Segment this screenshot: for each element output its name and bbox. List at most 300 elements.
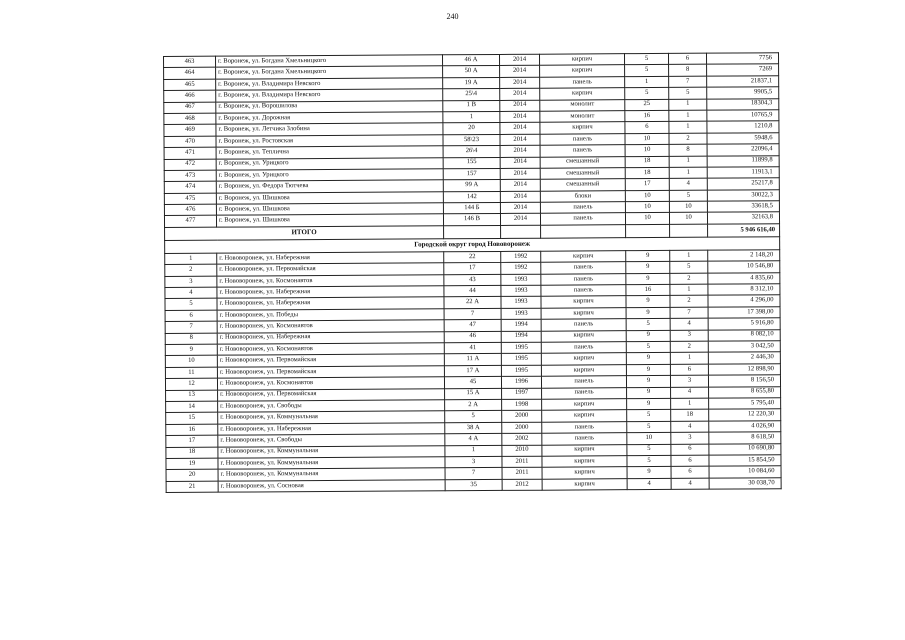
address-cell: г. Нововоронеж, ул. Космонавтов — [217, 320, 444, 333]
address-cell: г. Нововоронеж, ул. Коммунальная — [218, 468, 445, 481]
material-cell: кирпич — [540, 65, 625, 77]
material-cell: кирпич — [541, 307, 626, 319]
entrances-cell: 1 — [671, 398, 709, 410]
row-number: 4 — [165, 287, 217, 299]
row-number: 463 — [164, 56, 216, 68]
row-number: 16 — [166, 424, 218, 436]
total-empty-cell — [626, 224, 670, 237]
area-cell: 5 916,80 — [708, 318, 780, 330]
house-number-cell: 17 А — [444, 365, 501, 377]
area-cell: 2 148,20 — [708, 250, 780, 262]
area-cell: 10 084,60 — [709, 466, 781, 478]
area-cell: 9905,5 — [707, 87, 779, 99]
material-cell: панель — [541, 273, 626, 285]
entrances-cell: 8 — [669, 144, 707, 156]
year-cell: 2014 — [500, 134, 540, 146]
row-number: 472 — [164, 159, 216, 171]
year-cell: 2014 — [500, 88, 540, 100]
floors-cell: 1 — [625, 76, 669, 88]
entrances-cell: 6 — [670, 364, 708, 376]
row-number: 7 — [165, 321, 217, 333]
entrances-cell: 18 — [671, 410, 709, 422]
floors-cell: 6 — [625, 122, 669, 134]
house-number-cell: 146 В — [443, 214, 500, 226]
year-cell: 1994 — [501, 319, 541, 331]
house-number-cell: 46 — [444, 331, 501, 343]
row-number: 5 — [165, 299, 217, 311]
area-cell: 33618,5 — [707, 201, 779, 213]
year-cell: 2014 — [500, 168, 540, 180]
address-cell: г. Нововоронеж, ул. Коммунальная — [218, 411, 445, 424]
entrances-cell: 10 — [669, 201, 707, 213]
year-cell: 2014 — [500, 157, 540, 169]
entrances-cell: 4 — [671, 421, 709, 433]
year-cell: 2010 — [502, 445, 542, 457]
floors-cell: 9 — [626, 273, 670, 285]
year-cell: 1993 — [501, 297, 541, 309]
row-number: 464 — [164, 68, 216, 80]
year-cell: 2011 — [502, 467, 542, 479]
row-number: 475 — [164, 193, 216, 205]
address-cell: г. Нововоронеж, ул. Набережная — [217, 331, 444, 344]
area-cell: 10 690,80 — [709, 443, 781, 455]
address-cell: г. Нововоронеж, ул. Коммунальная — [218, 457, 445, 470]
area-cell: 7756 — [706, 53, 778, 65]
area-cell: 25217,8 — [707, 178, 779, 190]
row-number: 470 — [164, 136, 216, 148]
area-cell: 4 296,00 — [708, 295, 780, 307]
page-number: 240 — [446, 12, 459, 21]
year-cell: 2014 — [500, 191, 540, 203]
address-cell: г. Нововоронеж, ул. Набережная — [217, 252, 444, 265]
material-cell: кирпич — [539, 54, 624, 66]
entrances-cell: 1 — [669, 167, 707, 179]
floors-cell: 9 — [626, 330, 670, 342]
floors-cell: 18 — [625, 167, 669, 179]
entrances-cell: 6 — [671, 455, 709, 467]
house-number-cell: 19 А — [443, 77, 500, 89]
row-number: 473 — [164, 170, 216, 182]
floors-cell: 9 — [626, 353, 670, 365]
year-cell: 1993 — [501, 308, 541, 320]
material-cell: кирпич — [541, 364, 626, 376]
material-cell: панель — [541, 319, 626, 331]
area-cell: 8 655,80 — [709, 386, 781, 398]
section-title: Городской округ город Нововоронеж — [165, 237, 780, 254]
row-number: 467 — [164, 102, 216, 114]
row-number: 469 — [164, 125, 216, 137]
row-number: 17 — [166, 435, 218, 447]
entrances-cell: 4 — [671, 387, 709, 399]
material-cell: панель — [540, 133, 625, 145]
row-number: 471 — [164, 147, 216, 159]
house-number-cell: 142 — [443, 191, 500, 203]
entrances-cell: 6 — [671, 444, 709, 456]
house-number-cell: 50 А — [443, 66, 500, 78]
house-number-cell: 58\23 — [443, 134, 500, 146]
floors-cell: 9 — [627, 398, 671, 410]
address-cell: г. Воронеж, ул. Ворошилова — [216, 100, 443, 113]
year-cell: 2014 — [500, 66, 540, 78]
floors-cell: 25 — [625, 99, 669, 111]
total-empty-cell — [444, 225, 501, 238]
entrances-cell: 10 — [669, 213, 707, 225]
house-number-cell: 7 — [445, 468, 502, 480]
entrances-cell: 5 — [669, 87, 707, 99]
row-number: 18 — [166, 447, 218, 459]
entrances-cell: 1 — [669, 156, 707, 168]
address-cell: г. Воронеж, ул. Урицкого — [216, 169, 443, 182]
floors-cell: 17 — [625, 179, 669, 191]
row-number: 476 — [164, 204, 216, 216]
entrances-cell: 2 — [670, 296, 708, 308]
address-cell: г. Воронеж, ул. Богдана Хмельницкого — [216, 55, 443, 68]
entrances-cell: 4 — [670, 318, 708, 330]
house-number-cell: 22 — [444, 251, 501, 263]
total-section — [165, 224, 780, 254]
floors-cell: 5 — [627, 410, 671, 422]
area-cell: 5 795,40 — [709, 398, 781, 410]
area-cell: 22096,4 — [707, 144, 779, 156]
house-number-cell: 46 А — [442, 54, 499, 66]
row-number: 21 — [166, 481, 218, 493]
year-cell: 1997 — [502, 388, 542, 400]
material-cell: монолит — [540, 111, 625, 123]
year-cell: 2012 — [502, 479, 542, 491]
row-number: 12 — [165, 378, 217, 390]
house-number-cell: 7 — [444, 308, 501, 320]
total-empty-cell — [670, 224, 708, 237]
address-cell: г. Воронеж, ул. Владимира Невского — [216, 89, 443, 102]
area-cell: 8 618,50 — [709, 432, 781, 444]
floors-cell: 9 — [627, 467, 671, 479]
entrances-cell: 6 — [668, 53, 706, 65]
year-cell: 2011 — [502, 456, 542, 468]
novovoronezh-rows — [165, 250, 781, 493]
house-number-cell: 11 А — [444, 354, 501, 366]
row-number: 8 — [165, 333, 217, 345]
material-cell: панель — [541, 285, 626, 297]
row-number: 6 — [165, 310, 217, 322]
address-cell: г. Воронеж, ул. Ростовская — [216, 135, 443, 148]
house-number-cell: 38 А — [445, 422, 502, 434]
floors-cell: 5 — [627, 444, 671, 456]
year-cell: 1998 — [502, 399, 542, 411]
material-cell: кирпич — [540, 88, 625, 100]
year-cell: 2014 — [500, 77, 540, 89]
entrances-cell: 3 — [670, 330, 708, 342]
floors-cell: 5 — [627, 421, 671, 433]
floors-cell: 10 — [625, 201, 669, 213]
area-cell: 11913,1 — [707, 167, 779, 179]
house-number-cell: 1 — [445, 445, 502, 457]
entrances-cell: 2 — [670, 273, 708, 285]
year-cell: 2014 — [500, 123, 540, 135]
address-cell: г. Нововоронеж, ул. Первомайская — [217, 263, 444, 276]
year-cell: 2014 — [500, 111, 540, 123]
material-cell: смешанный — [540, 179, 625, 191]
house-number-cell: 45 — [444, 377, 501, 389]
entrances-cell: 7 — [669, 76, 707, 88]
address-cell: г. Воронеж, ул. Шишкова — [216, 191, 443, 204]
address-cell: г. Воронеж, ул. Дорожная — [216, 112, 443, 125]
material-cell: панель — [540, 213, 625, 225]
row-number: 15 — [166, 413, 218, 425]
house-number-cell: 1 В — [443, 100, 500, 112]
floors-cell: 5 — [624, 53, 668, 65]
floors-cell: 4 — [627, 478, 671, 490]
entrances-cell: 2 — [669, 133, 707, 145]
address-cell: г. Нововоронеж, ул. Первомайская — [217, 354, 444, 367]
material-cell: кирпич — [541, 353, 626, 365]
area-cell: 10 546,80 — [708, 261, 780, 273]
area-cell: 17 398,00 — [708, 307, 780, 319]
area-cell: 7269 — [707, 64, 779, 76]
entrances-cell: 1 — [669, 122, 707, 134]
year-cell: 1992 — [501, 262, 541, 274]
material-cell: блоки — [540, 190, 625, 202]
voronezh-rows — [164, 53, 780, 228]
material-cell: панель — [542, 433, 627, 445]
floors-cell: 10 — [627, 433, 671, 445]
house-number-cell: 22 А — [444, 297, 501, 309]
floors-cell: 9 — [626, 296, 670, 308]
year-cell: 1995 — [501, 365, 541, 377]
entrances-cell: 2 — [670, 341, 708, 353]
entrances-cell: 1 — [669, 110, 707, 122]
address-cell: г. Нововоронеж, ул. Свободы — [218, 400, 445, 413]
material-cell: кирпич — [542, 410, 627, 422]
row-number: 1 — [165, 253, 217, 265]
house-number-cell: 155 — [443, 157, 500, 169]
address-cell: г. Нововоронеж, ул. Первомайская — [217, 366, 444, 379]
area-cell: 8 082,10 — [708, 329, 780, 341]
material-cell: панель — [540, 76, 625, 88]
area-cell: 4 026,90 — [709, 420, 781, 432]
address-cell: г. Нововоронеж, ул. Набережная — [217, 286, 444, 299]
area-cell: 4 835,60 — [708, 272, 780, 284]
floors-cell: 9 — [626, 262, 670, 274]
area-cell: 11899,8 — [707, 155, 779, 167]
material-cell: кирпич — [541, 251, 626, 263]
area-cell: 8 156,50 — [708, 375, 780, 387]
row-number: 14 — [166, 401, 218, 413]
row-number: 13 — [166, 390, 218, 402]
total-empty-cell — [501, 225, 541, 238]
row-number: 474 — [164, 181, 216, 193]
area-cell: 21837,1 — [707, 76, 779, 88]
total-empty-cell — [541, 225, 626, 239]
address-cell: г. Нововоронеж, ул. Космонавтов — [217, 274, 444, 287]
material-cell: панель — [541, 376, 626, 388]
entrances-cell: 5 — [670, 261, 708, 273]
area-cell: 12 898,90 — [708, 363, 780, 375]
row-number: 19 — [166, 458, 218, 470]
house-number-cell: 47 — [444, 320, 501, 332]
entrances-cell: 1 — [670, 284, 708, 296]
entrances-cell: 3 — [671, 432, 709, 444]
area-cell: 32163,8 — [707, 212, 779, 224]
entrances-cell: 4 — [671, 478, 709, 490]
row-number: 2 — [165, 264, 217, 276]
floors-cell: 9 — [626, 307, 670, 319]
floors-cell: 9 — [626, 364, 670, 376]
material-cell: панель — [542, 421, 627, 433]
row-number: 3 — [165, 276, 217, 288]
year-cell: 1993 — [501, 285, 541, 297]
material-cell: кирпич — [542, 467, 627, 479]
year-cell: 2014 — [500, 214, 540, 226]
area-cell: 30 038,70 — [709, 477, 781, 489]
address-cell: г. Воронеж, ул. Теплична — [216, 146, 443, 159]
floors-cell: 9 — [626, 250, 670, 262]
entrances-cell: 1 — [670, 250, 708, 262]
house-number-cell: 5 — [445, 411, 502, 423]
housing-registry-table — [163, 52, 782, 493]
house-number-cell: 41 — [444, 342, 501, 354]
area-cell: 15 854,50 — [709, 455, 781, 467]
material-cell: панель — [541, 262, 626, 274]
row-number: 468 — [164, 113, 216, 125]
floors-cell: 5 — [625, 88, 669, 100]
row-number: 11 — [165, 367, 217, 379]
entrances-cell: 4 — [669, 178, 707, 190]
address-cell: г. Воронеж, ул. Летчика Злобина — [216, 123, 443, 136]
year-cell: 2000 — [502, 411, 542, 423]
material-cell: кирпич — [541, 330, 626, 342]
floors-cell: 18 — [625, 156, 669, 168]
address-cell: г. Нововоронеж, ул. Космонавтов — [217, 377, 444, 390]
year-cell: 2014 — [500, 202, 540, 214]
row-number: 20 — [166, 469, 218, 481]
year-cell: 2002 — [502, 433, 542, 445]
address-cell: г. Нововоронеж, ул. Победы — [217, 309, 444, 322]
house-number-cell: 3 — [445, 456, 502, 468]
address-cell: г. Нововоронеж, ул. Первомайская — [218, 388, 445, 401]
address-cell: г. Воронеж, ул. Владимира Невского — [216, 78, 443, 91]
material-cell: кирпич — [541, 296, 626, 308]
year-cell: 2014 — [500, 100, 540, 112]
area-cell: 3 042,50 — [708, 341, 780, 353]
table-row — [166, 477, 781, 492]
material-cell: кирпич — [542, 478, 627, 490]
entrances-cell: 1 — [669, 99, 707, 111]
address-cell: г. Нововоронеж, ул. Сосновая — [218, 479, 445, 492]
area-cell: 5948,6 — [707, 132, 779, 144]
house-number-cell: 43 — [444, 274, 501, 286]
entrances-cell: 6 — [671, 466, 709, 478]
house-number-cell: 2 А — [445, 399, 502, 411]
area-cell: 30022,3 — [707, 189, 779, 201]
floors-cell: 9 — [627, 387, 671, 399]
entrances-cell: 3 — [670, 375, 708, 387]
address-cell: г. Нововоронеж, ул. Набережная — [217, 297, 444, 310]
address-cell: г. Нововоронеж, ул. Набережная — [218, 423, 445, 436]
floors-cell: 10 — [625, 213, 669, 225]
area-cell: 12 220,30 — [709, 409, 781, 421]
area-cell: 18304,3 — [707, 98, 779, 110]
house-number-cell: 157 — [443, 168, 500, 180]
house-number-cell: 144 Б — [443, 203, 500, 215]
year-cell: 2014 — [499, 54, 539, 66]
floors-cell: 16 — [626, 284, 670, 296]
house-number-cell: 44 — [444, 285, 501, 297]
floors-cell: 10 — [625, 190, 669, 202]
year-cell: 1995 — [501, 342, 541, 354]
material-cell: панель — [542, 387, 627, 399]
material-cell: панель — [541, 342, 626, 354]
house-number-cell: 17 — [444, 263, 501, 275]
house-number-cell: 20 — [443, 123, 500, 135]
floors-cell: 5 — [625, 65, 669, 77]
house-number-cell: 99 А — [443, 180, 500, 192]
house-number-cell: 15 А — [445, 388, 502, 400]
entrances-cell: 8 — [669, 65, 707, 77]
house-number-cell: 4 А — [445, 434, 502, 446]
material-cell: смешанный — [540, 168, 625, 180]
floors-cell: 16 — [625, 110, 669, 122]
house-number-cell: 25\4 — [443, 89, 500, 101]
row-number: 477 — [164, 216, 216, 228]
year-cell: 1993 — [501, 274, 541, 286]
entrances-cell: 1 — [670, 353, 708, 365]
house-number-cell: 35 — [445, 479, 502, 491]
address-cell: г. Воронеж, ул. Урицкого — [216, 157, 443, 170]
floors-cell: 9 — [626, 376, 670, 388]
area-cell: 8 312,10 — [708, 284, 780, 296]
row-number: 465 — [164, 79, 216, 91]
total-label: ИТОГО — [165, 226, 444, 241]
total-value: 5 946 616,40 — [708, 224, 780, 237]
year-cell: 1995 — [501, 354, 541, 366]
entrances-cell: 5 — [669, 190, 707, 202]
floors-cell: 5 — [626, 341, 670, 353]
floors-cell: 5 — [627, 455, 671, 467]
material-cell: панель — [540, 202, 625, 214]
floors-cell: 10 — [625, 145, 669, 157]
year-cell: 1994 — [501, 331, 541, 343]
area-cell: 10765,9 — [707, 110, 779, 122]
year-cell: 2000 — [502, 422, 542, 434]
row-number: 10 — [165, 356, 217, 368]
material-cell: кирпич — [542, 456, 627, 468]
entrances-cell: 7 — [670, 307, 708, 319]
year-cell: 2014 — [500, 145, 540, 157]
year-cell: 1996 — [501, 376, 541, 388]
material-cell: кирпич — [542, 399, 627, 411]
house-number-cell: 26\4 — [443, 146, 500, 158]
address-cell: г. Воронеж, ул. Шишкова — [216, 203, 443, 216]
address-cell: г. Воронеж, ул. Шишкова — [216, 214, 443, 227]
material-cell: кирпич — [542, 444, 627, 456]
area-cell: 1210,8 — [707, 121, 779, 133]
house-number-cell: 1 — [443, 111, 500, 123]
year-cell: 1992 — [501, 251, 541, 263]
material-cell: смешанный — [540, 156, 625, 168]
material-cell: кирпич — [540, 122, 625, 134]
address-cell: г. Воронеж, ул. Богдана Хмельницкого — [216, 66, 443, 79]
row-number: 466 — [164, 90, 216, 102]
year-cell: 2014 — [500, 179, 540, 191]
material-cell: монолит — [540, 99, 625, 111]
area-cell: 2 446,30 — [708, 352, 780, 364]
floors-cell: 5 — [626, 319, 670, 331]
address-cell: г. Воронеж, ул. Федора Тютчева — [216, 180, 443, 193]
material-cell: панель — [540, 145, 625, 157]
address-cell: г. Нововоронеж, ул. Космонавтов — [217, 343, 444, 356]
address-cell: г. Нововоронеж, ул. Коммунальная — [218, 445, 445, 458]
row-number: 9 — [165, 344, 217, 356]
